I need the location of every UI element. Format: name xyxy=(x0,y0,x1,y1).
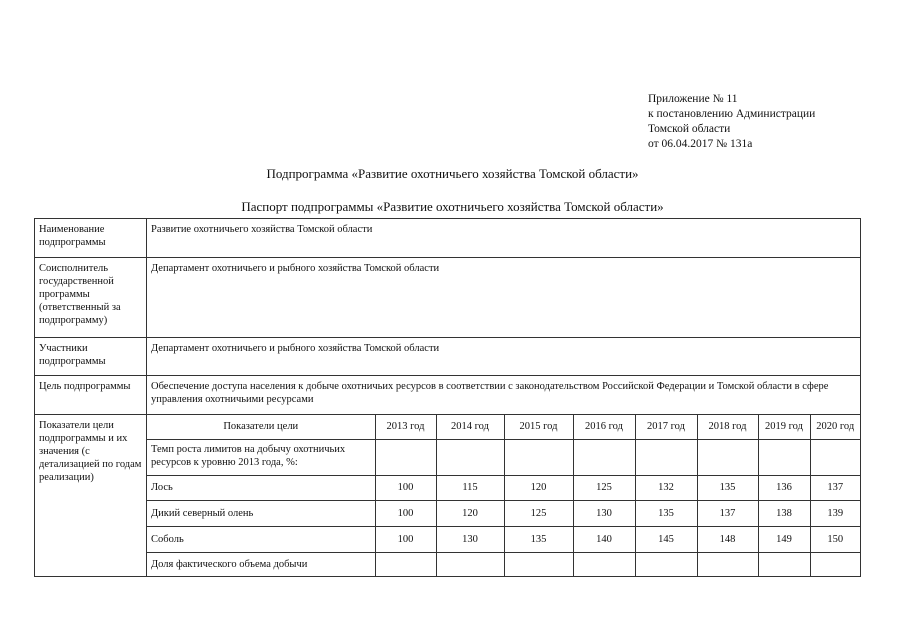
subprogram-title: Подпрограмма «Развитие охотничьего хозяйства Томской области» xyxy=(266,166,639,181)
value-cell: 120 xyxy=(504,475,573,500)
table-row xyxy=(147,552,860,576)
table-row xyxy=(147,475,860,500)
value-cell: 100 xyxy=(375,526,436,552)
row-indicators xyxy=(35,415,861,577)
indicators-table xyxy=(147,415,860,576)
header-cell: 2013 год xyxy=(375,415,436,439)
header-cell: 2015 год xyxy=(504,415,573,439)
row-value: Департамент охотничьего и рыбного хозяйства Томской области xyxy=(147,338,861,376)
value-cell: 149 xyxy=(758,526,810,552)
value-cell: 135 xyxy=(504,526,573,552)
indicator-name: Соболь xyxy=(147,526,375,552)
indicator-name: Доля фактического объема добычи xyxy=(147,552,375,576)
caption-cell: Темп роста лимитов на добычу охотничьих ресурсов к уровню 2013 года, %: xyxy=(147,439,375,475)
value-cell: 132 xyxy=(635,475,697,500)
indicators-cell xyxy=(147,415,861,577)
value-cell: 125 xyxy=(573,475,635,500)
value-cell: 100 xyxy=(375,475,436,500)
row-name xyxy=(35,219,861,258)
row-participants xyxy=(35,338,861,376)
row-label: Цель подпрограммы xyxy=(35,376,147,415)
header-cell: 2020 год xyxy=(810,415,860,439)
value-cell: 125 xyxy=(504,500,573,526)
row-value: Развитие охотничьего хозяйства Томской области xyxy=(147,219,861,258)
passport-table xyxy=(34,218,861,577)
value-cell: 130 xyxy=(573,500,635,526)
value-cell: 137 xyxy=(697,500,758,526)
row-label: Наименование подпрограммы xyxy=(35,219,147,258)
indicators-caption-row xyxy=(147,439,860,475)
passport-title: Паспорт подпрограммы «Развитие охотничьего хозяйства Томской области» xyxy=(241,199,664,214)
value-cell: 140 xyxy=(573,526,635,552)
value-cell: 138 xyxy=(758,500,810,526)
row-label: Показатели цели подпрограммы и их значения (с детализацией по годам реализации) xyxy=(35,415,147,577)
appendix-line: Приложение № 11 xyxy=(648,93,738,105)
value-cell: 100 xyxy=(375,500,436,526)
appendix-line: от 06.04.2017 № 131а xyxy=(648,138,753,150)
value-cell: 139 xyxy=(810,500,860,526)
row-value: Департамент охотничьего и рыбного хозяйства Томской области xyxy=(147,258,861,338)
header-cell: 2018 год xyxy=(697,415,758,439)
appendix-line: Томской области xyxy=(648,123,731,135)
indicator-name: Лось xyxy=(147,475,375,500)
value-cell: 137 xyxy=(810,475,860,500)
value-cell: 136 xyxy=(758,475,810,500)
indicator-name: Дикий северный олень xyxy=(147,500,375,526)
header-cell: 2017 год xyxy=(635,415,697,439)
table-row xyxy=(147,500,860,526)
value-cell: 120 xyxy=(436,500,504,526)
row-label: Соисполнитель государственной программы (ответственный за подпрограмму) xyxy=(35,258,147,338)
header-cell: 2016 год xyxy=(573,415,635,439)
header-cell: Показатели цели xyxy=(147,415,375,439)
value-cell: 130 xyxy=(436,526,504,552)
appendix-line: к постановлению Администрации xyxy=(648,108,816,120)
indicators-header-row xyxy=(147,415,860,439)
row-coexecutor xyxy=(35,258,861,338)
value-cell: 135 xyxy=(635,500,697,526)
row-label: Участники подпрограммы xyxy=(35,338,147,376)
row-goal xyxy=(35,376,861,415)
header-cell: 2019 год xyxy=(758,415,810,439)
header-cell: 2014 год xyxy=(436,415,504,439)
table-row xyxy=(147,526,860,552)
value-cell: 135 xyxy=(697,475,758,500)
value-cell: 115 xyxy=(436,475,504,500)
value-cell: 148 xyxy=(697,526,758,552)
value-cell: 150 xyxy=(810,526,860,552)
row-value: Обеспечение доступа населения к добыче охотничьих ресурсов в соответствии с законодательством Российской Федерации и Томской области в сфере управления охотничьими ресурсами xyxy=(147,376,861,415)
value-cell: 145 xyxy=(635,526,697,552)
appendix-block xyxy=(648,92,815,152)
